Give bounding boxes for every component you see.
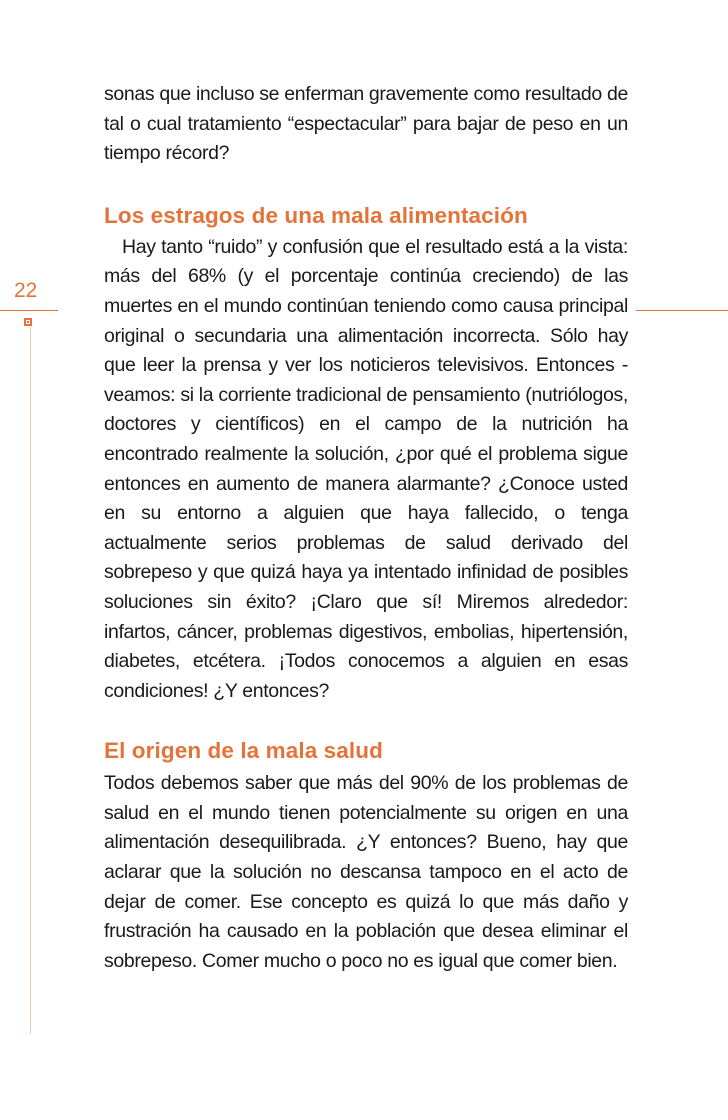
section-body-origen: Todos debemos saber que más del 90% de los problemas de salud en el mundo tienen potencialmente su origen en una alimentación desequilibrada. ¿Y entonces? Bueno, hay que aclarar que la solución no descansa tampoco en el acto de dejar de comer. Ese concepto es quizá lo que más daño y frustración ha causado en la población que desea eliminar el sobrepeso. Comer mucho o poco no es igual que comer bien. (104, 772, 628, 972)
section-heading-origen: El origen de la mala salud (104, 738, 383, 764)
margin-rule-left (0, 310, 58, 311)
intro-paragraph: sonas que incluso se enferman gravemente como resultado de tal o cual tratamiento “espectacular” para bajar de peso en un tiempo récord? (104, 83, 628, 165)
section-heading-estragos: Los estragos de una mala alimentación (104, 202, 528, 228)
section-body-estragos: Hay tanto “ruido” y confusión que el resultado está a la vista: más del 68% (y el porcentaje continúa creciendo) de las muertes en el mundo continúan teniendo como causa principal original o secundaria una alimentación incorrecta. Sólo hay que leer la prensa y ver los noticieros televisivos. Entonces - veamos: si la corriente tradicional de pensamiento (nutriólogos, doctores y científicos) en el campo de la nutrición ha encontrado realmente la solución, ¿por qué el problema sigue entonces en aumento de manera alarmante? ¿Conoce usted en su entorno a alguien que haya fallecido, o tenga actualmente serios problemas de salud derivado del sobrepeso y que quizá haya ya intentado infinidad de posibles soluciones sin éxito? ¡Claro que sí! Miremos alrededor: infartos, cáncer, problemas digestivos, embolias, hipertensión, diabetes, etcétera. ¡Todos conocemos a alguien en esas condiciones! ¿Y entonces? (104, 235, 628, 702)
page-marker-icon (24, 318, 32, 326)
vertical-rule (30, 326, 31, 1034)
margin-rule-right (636, 310, 728, 311)
page-content (104, 80, 628, 976)
page-number: 22 (14, 279, 38, 302)
